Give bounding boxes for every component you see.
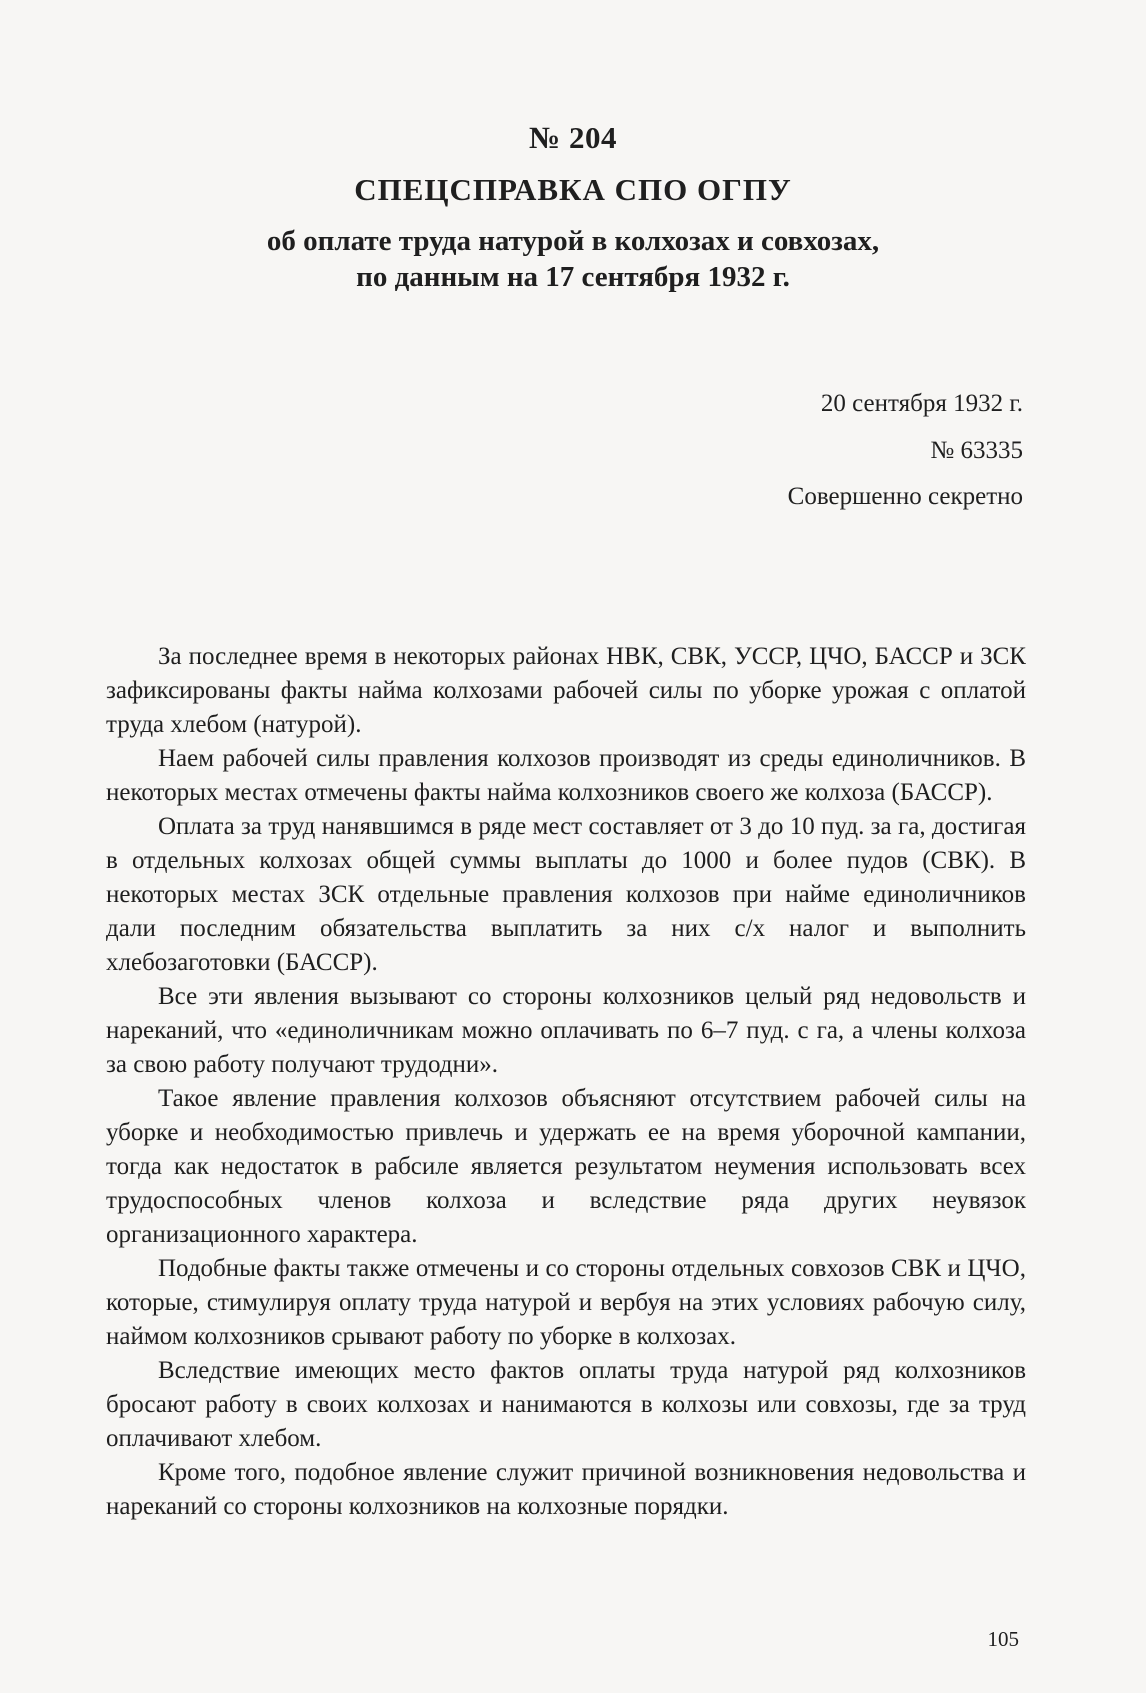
paragraph: Наем рабочей силы правления колхозов производят из среды единоличников. В некоторых местах отмечены факты найма колхозников своего же колхоза (БАССР). [106, 745, 1026, 806]
registration-number: № 63335 [930, 437, 1023, 464]
subject-line: по данным на 17 сентября 1932 г. [356, 261, 790, 293]
paragraph: Все эти явления вызывают со стороны колхозников целый ряд недовольств и нареканий, что «единоличникам можно оплачивать по 6–7 пуд. с га, а члены колхоза за свою работу получают трудодни». [106, 983, 1026, 1078]
page-number: 105 [987, 1627, 1019, 1651]
paragraph: Такое явление правления колхозов объясняют отсутствием рабочей силы на уборке и необходимостью привлечь и удержать ее на время уборочной кампании, тогда как недостаток в рабсиле является результатом неумения использовать всех трудоспособных членов колхоза и вследствие ряда других неувязок организационного характера. [106, 1085, 1026, 1248]
paragraph: Подобные факты также отмечены и со стороны отдельных совхозов СВК и ЦЧО, которые, стимулируя оплату труда натурой и вербуя на этих условиях рабочую силу, наймом колхозников срывают работу по уборке в колхозах. [106, 1255, 1026, 1350]
document-date: 20 сентября 1932 г. [820, 390, 1023, 417]
document-subject [0, 223, 1146, 295]
paragraph: Вследствие имеющих место фактов оплаты труда натурой ряд колхозников бросают работу в своих колхозах и нанимаются в колхозы или совхозы, где за труд оплачивают хлебом. [106, 1357, 1026, 1452]
paragraph: Оплата за труд нанявшимся в ряде мест составляет от 3 до 10 пуд. за га, достигая в отдельных колхозах общей суммы выплаты до 1000 и более пудов (СВК). В некоторых местах ЗСК отдельные правления колхозов при найме единоличников дали последним обязательства выплатить за них с/х налог и выполнить хлебозаготовки (БАССР). [106, 813, 1026, 976]
subject-line: об оплате труда натурой в колхозах и совхозах, [266, 225, 880, 257]
classification-stamp: Совершенно секретно [787, 483, 1023, 510]
document-body [106, 640, 1026, 1524]
paragraph: Кроме того, подобное явление служит причиной возникновения недовольства и нареканий со стороны колхозников на колхозные порядки. [106, 1459, 1026, 1520]
document-type-title: СПЕЦСПРАВКА СПО ОГПУ [354, 172, 792, 207]
document-number: № 204 [529, 120, 617, 155]
paragraph: За последнее время в некоторых районах НВК, СВК, УССР, ЦЧО, БАССР и ЗСК зафиксированы факты найма колхозами рабочей силы по уборке урожая с оплатой труда хлебом (натурой). [106, 643, 1026, 738]
